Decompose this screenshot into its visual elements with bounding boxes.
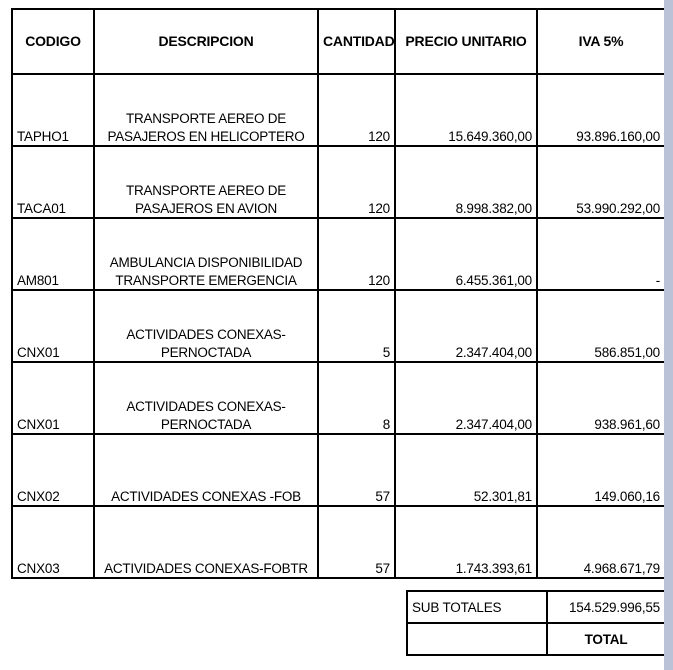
cell-descripcion: TRANSPORTE AEREO DE PASAJEROS EN AVION [94,146,318,218]
cell-precio-unitario: 2.347.404,00 [395,362,537,434]
table-header-row [12,9,665,74]
cell-iva: 93.896.160,00 [537,74,665,146]
table-row[interactable] [12,290,665,362]
cell-codigo: CNX03 [12,506,94,578]
cell-iva: 938.961,60 [537,362,665,434]
table-row[interactable] [12,74,665,146]
cell-codigo: TACA01 [12,146,94,218]
column-header-codigo: CODIGO [12,9,94,74]
cell-codigo: CNX01 [12,290,94,362]
cell-codigo: CNX02 [12,434,94,506]
cell-cantidad: 120 [318,146,395,218]
cell-iva: 53.990.292,00 [537,146,665,218]
cell-iva: 149.060,16 [537,434,665,506]
cell-cantidad: 57 [318,506,395,578]
cell-descripcion: AMBULANCIA DISPONIBILIDAD TRANSPORTE EMERGENCIA [94,218,318,290]
total-spacer-cell [407,623,547,655]
table-row[interactable] [12,506,665,578]
subtotal-value: 154.529.996,55 [547,591,665,623]
cell-cantidad: 57 [318,434,395,506]
subtotal-row[interactable] [407,591,665,623]
cell-descripcion: TRANSPORTE AEREO DE PASAJEROS EN HELICOPTERO [94,74,318,146]
cell-cantidad: 5 [318,290,395,362]
right-edge-gutter [664,0,673,670]
cell-iva: 4.968.671,79 [537,506,665,578]
table-row[interactable] [12,362,665,434]
cell-precio-unitario: 6.455.361,00 [395,218,537,290]
cell-precio-unitario: 15.649.360,00 [395,74,537,146]
column-header-cantidad: CANTIDAD [318,9,395,74]
cell-precio-unitario: 8.998.382,00 [395,146,537,218]
cell-cantidad: 8 [318,362,395,434]
invoice-table-body [12,74,665,578]
total-label: TOTAL [547,623,665,655]
cell-cantidad: 120 [318,218,395,290]
cell-precio-unitario: 2.347.404,00 [395,290,537,362]
cell-codigo: AM801 [12,218,94,290]
cell-descripcion: ACTIVIDADES CONEXAS-PERNOCTADA [94,290,318,362]
cell-codigo: CNX01 [12,362,94,434]
table-row[interactable] [12,146,665,218]
cell-precio-unitario: 1.743.393,61 [395,506,537,578]
column-header-iva: IVA 5% [537,9,665,74]
column-header-descripcion: DESCRIPCION [94,9,318,74]
totals-table [406,590,666,656]
column-header-precio-unitario: PRECIO UNITARIO [395,9,537,74]
cell-codigo: TAPHO1 [12,74,94,146]
table-row[interactable] [12,434,665,506]
cell-iva: - [537,218,665,290]
total-row[interactable] [407,623,665,655]
cell-descripcion: ACTIVIDADES CONEXAS-PERNOCTADA [94,362,318,434]
subtotal-label: SUB TOTALES [407,591,547,623]
cell-descripcion: ACTIVIDADES CONEXAS-FOBTR [94,506,318,578]
cell-precio-unitario: 52.301,81 [395,434,537,506]
invoice-table [11,8,666,579]
cell-descripcion: ACTIVIDADES CONEXAS -FOB [94,434,318,506]
cell-iva: 586.851,00 [537,290,665,362]
table-row[interactable] [12,218,665,290]
cell-cantidad: 120 [318,74,395,146]
